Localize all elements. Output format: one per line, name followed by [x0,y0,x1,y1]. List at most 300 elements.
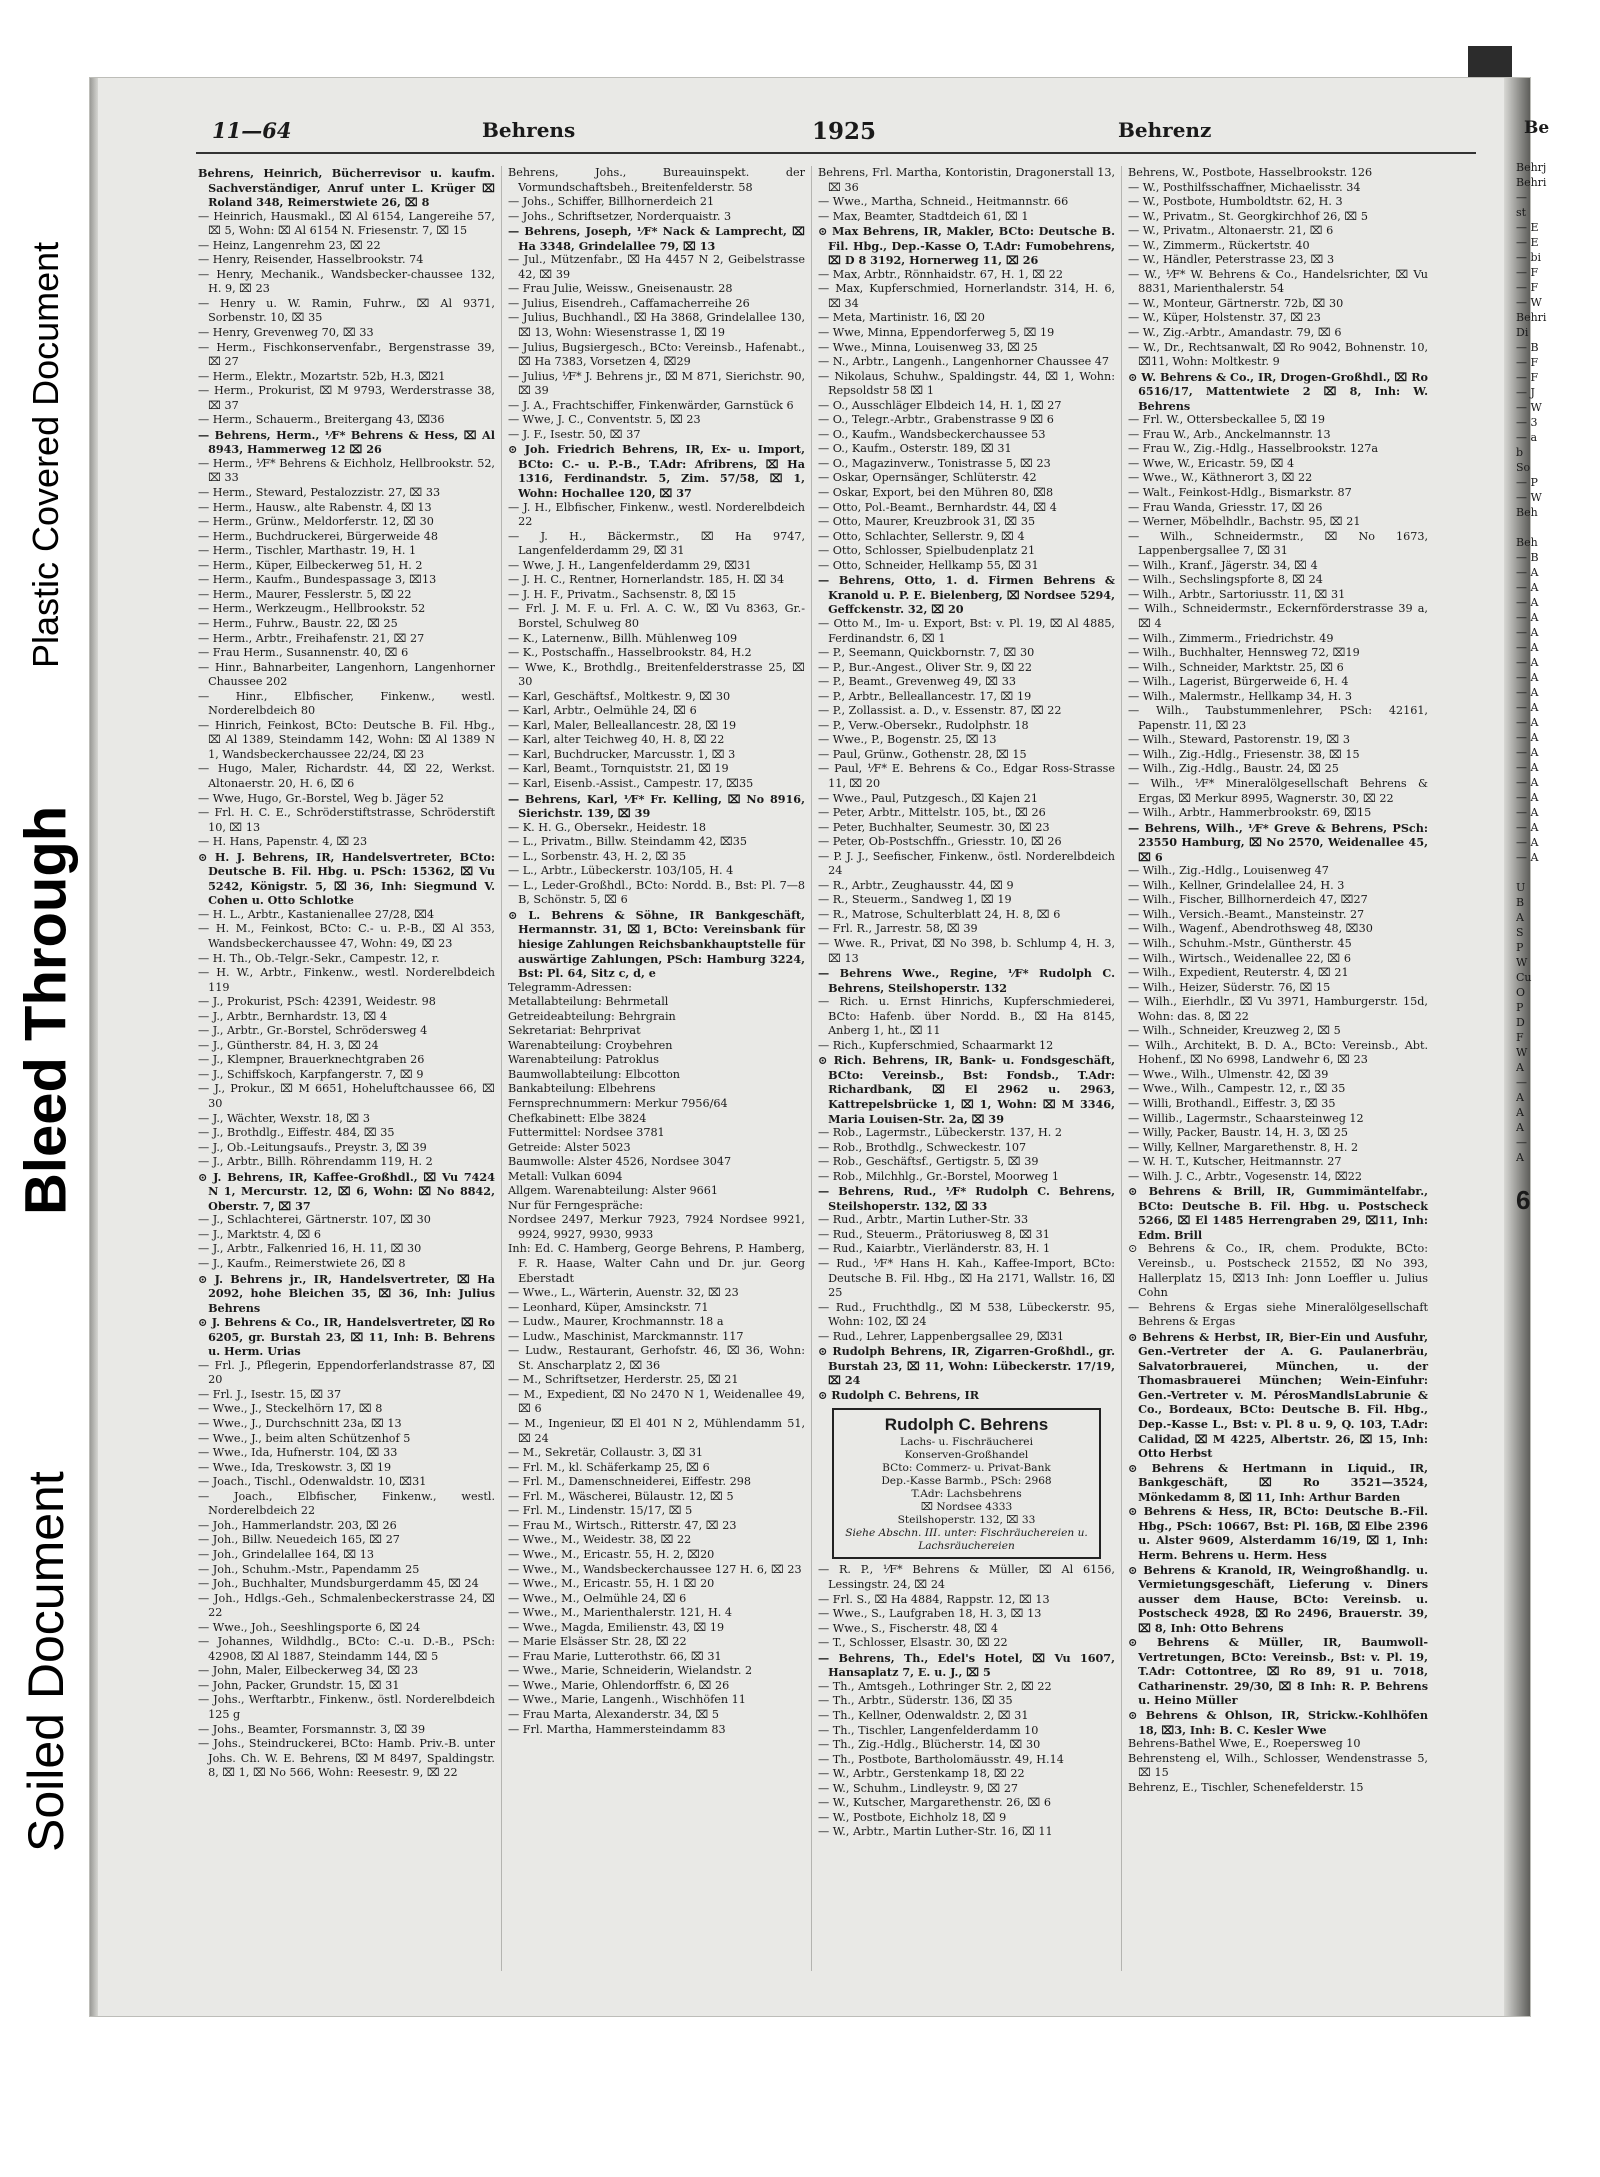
directory-entry: — R., Steuerm., Sandweg 1, ⌧ 19 [818,893,1012,907]
directory-entry: — O., Telegr.-Arbtr., Grabenstrasse 9 ⌧ 6 [818,413,1054,427]
directory-entry: — Herm., Elektr., Mozartstr. 52b, H.3, ⌧21 [198,369,446,383]
directory-entry: — M., Ingenieur, ⌧ El 401 N 2, Mühlendamm 51, ⌧ 24 [508,1417,805,1445]
directory-entry: Inh: Ed. C. Hamberg, George Behrens, P. Hamberg, F. R. Haase, Walter Cahn und Dr. jur. Georg Eberstadt [508,1242,805,1285]
directory-entry: — J., Prokurist, PSch: 42391, Weidestr. 98 [198,995,436,1009]
directory-entry: — Henry, Grevenweg 70, ⌧ 33 [198,326,374,340]
directory-entry: Behrensteng el, Wilh., Schlosser, Wendenstrasse 5, ⌧ 15 [1128,1751,1428,1780]
directory-entry: — T., Schlosser, Elsastr. 30, ⌧ 22 [818,1636,1008,1650]
directory-entry: — L., Sorbenstr. 43, H. 2, ⌧ 35 [508,849,687,863]
directory-entry: — J., Ob.-Leitungsaufs., Preystr. 3, ⌧ 39 [198,1140,427,1154]
directory-entry: — Wwe., Martha, Schneid., Heitmannstr. 66 [818,195,1069,209]
directory-entry: Metall: Vulkan 6094 [508,1169,623,1183]
directory-entry: Behrens, Heinrich, Bücherrevisor u. kaufm. Sachverständiger, Anruf unter L. Krüger ⌧ Roland 348, Reimerstwiete 26, ⌧ 8 [198,166,495,210]
directory-entry: — Herm., Fischkonservenfabr., Bergenstrasse 39, ⌧ 27 [198,340,495,369]
directory-entry: — Julius, Bugsiergesch., BCto: Vereinsb., Hafenabt., ⌧ Ha 7383, Vorsetzen 4, ⌧29 [508,340,805,369]
directory-entry: — J., Arbtr., Falkenried 16, H. 11, ⌧ 30 [198,1242,422,1256]
ad-line: Steilshoperstr. 132, ⌧ 33 [897,1514,1036,1527]
fragment-line: — A [1516,671,1539,684]
fragment-line: — A [1516,851,1539,864]
directory-entry: — L., Privatm., Billw. Steindamm 42, ⌧35 [508,835,748,849]
column-4 [1122,166,1434,1971]
directory-entry: ⊙ J. Behrens, IR, Kaffee-Großhdl., ⌧ Vu 7424 N 1, Mercurstr. 12, ⌧ 6, Wohn: ⌧ No 8842, Oberstr. 7, ⌧ 37 [198,1169,495,1213]
directory-entry: — Karl, Arbtr., Oelmühle 24, ⌧ 6 [508,704,697,718]
directory-entry: — Rich. u. Ernst Hinrichs, Kupferschmiederei, BCto: Hafenb. über Nordd. B., ⌧ Ha 8145, Anberg 1, ht., ⌧ 11 [818,995,1115,1038]
directory-entry: Fernsprechnummern: Merkur 7956/64 [508,1097,728,1110]
directory-entry: — Wwe., Marie, Ohlendorffstr. 6, ⌧ 26 [508,1678,730,1692]
directory-entry: — J. H. F., Privatm., Sachsenstr. 8, ⌧ 15 [508,587,736,601]
directory-entry: — W., Arbtr., Gerstenkamp 18, ⌧ 22 [818,1767,1025,1781]
directory-entry: — Wwe., J., beim alten Schützenhof 5 [198,1431,411,1445]
directory-entry: — Behrens, Otto, 1. d. Firmen Behrens & Kranold u. P. E. Bielenberg, ⌧ Nordsee 5294, Geffckenstr. 32, ⌧ 20 [818,573,1115,617]
directory-entry: — Wwe, W., Ericastr. 59, ⌧ 4 [1128,456,1295,470]
directory-entry: — Frl. H. C. E., Schröderstiftstrasse, Schröderstift 10, ⌧ 13 [198,806,495,834]
directory-entry: — N., Arbtr., Langenh., Langenhorner Chaussee 47 [818,355,1109,369]
directory-entry: — Wilh., ⅟F* Mineralölgesellschaft Behrens & Ergas, ⌧ Merkur 8995, Wagnerstr. 30, ⌧ 22 [1128,776,1428,805]
directory-entry: — Th., Arbtr., Süderstr. 136, ⌧ 35 [818,1694,1013,1708]
header-year: 1925 [812,118,877,145]
directory-entry: — L., Arbtr., Lübeckerstr. 103/105, H. 4 [508,864,734,878]
column-3 [812,166,1122,1971]
directory-entry: — Karl, Buchdrucker, Marcusstr. 1, ⌧ 3 [508,747,736,761]
directory-entry: ⊙ Rich. Behrens, IR, Bank- u. Fondsgeschäft, BCto: Vereinsb., Bst: Fondsb., T.Adr: Richardbank, ⌧ El 2962 u. 2963, Kattrepelsbrücke 1, ⌧ 1, Wohn: ⌧ M 3346, Maria Louisen-Str. 2a, ⌧ 39 [818,1053,1115,1126]
directory-entry: — P., Arbtr., Belleallancestr. 17, ⌧ 19 [818,689,1032,703]
directory-entry: — Hugo, Maler, Richardstr. 44, ⌧ 22, Werkst. Altonaerstr. 20, H. 6, ⌧ 6 [198,762,495,790]
fragment-line: — A [1516,776,1539,789]
directory-entry: — J., Güntherstr. 84, H. 3, ⌧ 24 [198,1038,379,1052]
directory-entry: — Wilh., Zig.-Hdlg., Baustr. 24, ⌧ 25 [1128,762,1339,776]
directory-entry: Metallabteilung: Behrmetall [508,995,669,1009]
fragment-line: W [1516,956,1528,969]
directory-entry: — Frau M., Wirtsch., Ritterstr. 47, ⌧ 23 [508,1518,737,1532]
directory-entry: ⊙ Behrens & Hertmann in Liquid., IR, Bankgeschäft, ⌧ Ro 3521—3524, Mönkedamm 8, ⌧ 11, Inh: Arthur Barden [1128,1460,1428,1504]
directory-entry: — Rob., Geschäftsf., Gertigstr. 5, ⌧ 39 [818,1155,1039,1169]
directory-entry: — Werner, Möbelhdlr., Bachstr. 95, ⌧ 21 [1128,515,1361,529]
directory-entry: — Wilh., Heizer, Süderstr. 76, ⌧ 15 [1128,980,1331,994]
directory-entry: ⊙ Max Behrens, IR, Makler, BCto: Deutsche B. Fil. Hbg., Dep.-Kasse O, T.Adr: Fumobehrens, ⌧ D 8 3192, Hornerweg 11, ⌧ 26 [818,224,1115,268]
directory-entry: — Wwe., Marie, Schneiderin, Wielandstr. 2 [508,1664,753,1678]
directory-entry: ⊙ Rudolph C. Behrens, IR [818,1387,980,1402]
directory-entry: — Wilh., Zig.-Hdlg., Friesenstr. 38, ⌧ 15 [1128,747,1360,761]
label-plastic-covered-document: Plastic Covered Document [25,241,66,668]
directory-entry: — K., Postschaffn., Hasselbrookstr. 84, H.2 [508,646,752,660]
page-header [120,118,1550,152]
directory-entry: — Frl. J. M. F. u. Frl. A. C. W., ⌧ Vu 8363, Gr.-Borstel, Schulweg 80 [508,602,805,630]
fragment-line: B [1516,896,1525,909]
directory-entry: — Wwe., M., Oelmühle 24, ⌧ 6 [508,1591,687,1605]
directory-entry: — Wwe., Ida, Treskowstr. 3, ⌧ 19 [198,1460,392,1474]
directory-entry: — Wilh., Expedient, Reuterstr. 4, ⌧ 21 [1128,966,1349,980]
fragment-line: — A [1516,806,1539,819]
directory-entry: — Joh., Hdlgs.-Geh., Schmalenbeckerstrasse 24, ⌧ 22 [198,1591,495,1620]
directory-entry: — Joh., Hammerlandstr. 203, ⌧ 26 [198,1518,397,1532]
directory-entry: — W., Küper, Holstenstr. 37, ⌧ 23 [1128,311,1321,325]
fragment-line: — A [1516,701,1539,714]
fragment-line [1516,865,1576,880]
fragment-line: F [1516,1031,1524,1044]
directory-entry: Warenabteilung: Patroklus [508,1053,659,1067]
directory-entry: — Willib., Lagermstr., Schaarsteinweg 12 [1128,1111,1364,1125]
directory-entry: — Karl, Eisenb.-Assist., Campestr. 17, ⌧35 [508,776,754,790]
directory-entry: — Wwe., Minna, Louisenweg 33, ⌧ 25 [818,340,1038,354]
fragment-line: A [1516,1061,1524,1074]
directory-entry: — Herm., Buchdruckerei, Bürgerweide 48 [198,529,438,543]
sheet-edge [90,78,98,2016]
directory-entry: — J., Schiffskoch, Karpfangerstr. 7, ⌧ 9 [198,1067,424,1081]
directory-entry: Behrenz, E., Tischler, Schenefelderstr. 15 [1128,1780,1364,1794]
header-next-column-tag: Be [1524,118,1550,138]
directory-entry: — Th., Tischler, Langenfelderdamm 10 [818,1723,1039,1737]
directory-entry: Bankabteilung: Elbehrens [508,1082,656,1096]
ad-line: Dep.-Kasse Barmb., PSch: 2968 [881,1475,1052,1488]
directory-entry: — K. H. G., Obersekr., Heidestr. 18 [508,820,706,834]
label-bleed-through: Bleed Through [13,805,79,1215]
directory-entry: — Frau Wanda, Griesstr. 17, ⌧ 26 [1128,500,1323,514]
directory-entry: — Herm., Prokurist, ⌧ M 9793, Werderstrasse 38, ⌧ 37 [198,384,495,412]
fragment-line: O [1516,986,1526,999]
directory-entry: — W., Kutscher, Margarethenstr. 26, ⌧ 6 [818,1796,1052,1810]
ad-line: BCto: Commerz- u. Privat-Bank [882,1462,1051,1475]
directory-entry: Nur für Ferngespräche: [508,1198,644,1212]
directory-entry: Telegramm-Adressen: [508,980,632,994]
directory-entry: — Willy, Kellner, Margarethenstr. 8, H. 2 [1128,1140,1359,1154]
fragment-line: S [1516,926,1524,939]
directory-entry: — Peter, Arbtr., Mittelstr. 105, bt., ⌧ 26 [818,806,1046,820]
directory-entry: ⊙ Joh. Friedrich Behrens, IR, Ex- u. Import, BCto: C.- u. P.-B., T.Adr: Afribrens, ⌧ Ha 1316, Ferdinandstr. 5, Zim. 57/58, ⌧ 1, Wohn: Hochallee 120, ⌧ 37 [508,442,805,501]
fragment-line: Behri [1516,311,1547,324]
directory-entry: — Jul., Mützenfabr., ⌧ Ha 4457 N 2, Geibelstrasse 42, ⌧ 39 [508,253,805,281]
directory-entry: — P., Verw.-Obersekr., Rudolphstr. 18 [818,718,1029,732]
directory-entry: — W., Postbote, Eichholz 18, ⌧ 9 [818,1810,1007,1824]
directory-entry: — Joach., Elbfischer, Finkenw., westl. Norderelbdeich 22 [198,1489,495,1518]
directory-entry: — Wilh., Malermstr., Hellkamp 34, H. 3 [1128,689,1353,703]
fragment-line: Behri [1516,176,1547,189]
directory-entry: — Max, Kupferschmied, Hornerlandstr. 314, H. 6, ⌧ 34 [818,282,1115,310]
directory-entry: — Julius, Eisendreh., Caffamacherreihe 26 [508,296,750,310]
directory-entry: — Frl. S., ⌧ Ha 4884, Rappstr. 12, ⌧ 13 [818,1592,1050,1606]
directory-entry: — W., Zimmerm., Rückertstr. 40 [1128,238,1310,252]
directory-entry: — Wilh., Schneidermstr., Eckernförderstrasse 39 a, ⌧ 4 [1128,602,1428,630]
directory-entry: Behrens, W., Postbote, Hasselbrookstr. 126 [1128,166,1373,179]
directory-entry: — Wwe., M., Ericastr. 55, H. 2, ⌧20 [508,1547,715,1561]
directory-entry: — J., Arbtr., Gr.-Borstel, Schrödersweg 4 [198,1024,428,1038]
directory-entry: — Wwe., S., Laufgraben 18, H. 3, ⌧ 13 [818,1607,1042,1621]
directory-entry: — R., Matrose, Schulterblatt 24, H. 8, ⌧ 6 [818,907,1061,921]
directory-entry: — Joh., Grindelallee 164, ⌧ 13 [198,1547,375,1561]
fragment-line: — F [1516,356,1539,369]
directory-entry: — Frau Marta, Alexanderstr. 34, ⌧ 5 [508,1707,720,1721]
fragment-line: — A [1516,596,1539,609]
ad-line: Siehe Abschn. III. unter: Fischräuchereien u. Lachsräuchereien [845,1527,1088,1553]
directory-entry: — Peter, Ob-Postschffn., Griesstr. 10, ⌧ 26 [818,835,1062,849]
directory-entry: — Rud., Arbtr., Martin Luther-Str. 33 [818,1213,1029,1227]
directory-entry: — Herm., Maurer, Fesslerstr. 5, ⌧ 22 [198,587,412,601]
header-name-left: Behrens [482,118,576,142]
fragment-line: — W [1516,401,1542,414]
fragment-line: Beh [1516,536,1538,549]
directory-entry: Baumwolle: Alster 4526, Nordsee 3047 [508,1155,732,1169]
directory-entry: — O., Kaufm., Osterstr. 189, ⌧ 31 [818,442,1012,456]
directory-entry: — W., ⅟F* W. Behrens & Co., Handelsrichter, ⌧ Vu 8831, Marienthalerstr. 54 [1128,267,1428,296]
directory-entry: — Ludw., Maschinist, Marckmannstr. 117 [508,1329,744,1343]
directory-entry: — Wwe., Wilh., Ulmenstr. 42, ⌧ 39 [1128,1067,1329,1081]
fragment-line: — A [1516,836,1539,849]
fragment-line: — A [1516,686,1539,699]
directory-entry: — Johannes, Wildhdlg., BCto: C.-u. D.-B., PSch: 42908, ⌧ Al 1887, Steindamm 144, ⌧ 5 [198,1635,495,1663]
fragment-line: — a [1516,431,1538,444]
advertisement-box [832,1408,1101,1559]
directory-entry: — J., Marktstr. 4, ⌧ 6 [198,1227,322,1241]
directory-entry: — Wilh., Kellner, Grindelallee 24, H. 3 [1128,878,1345,892]
directory-entry: — Wilh., Wirtsch., Weidenallee 22, ⌧ 6 [1128,951,1351,965]
fragment-line: — A [1516,641,1539,654]
directory-entry: — Wwe., M., Marienthalerstr. 121, H. 4 [508,1606,732,1620]
directory-entry: — Willi, Brothandl., Eiffestr. 3, ⌧ 35 [1128,1097,1336,1110]
fragment-line: — A [1516,566,1539,579]
fragment-page-number: 6 [1516,1185,1531,1215]
directory-entry: — H. Th., Ob.-Telgr.-Sekr., Campestr. 12, r. [198,951,440,965]
directory-entry: — Hinrich, Feinkost, BCto: Deutsche B. Fil. Hbg., ⌧ Al 1389, Steindamm 142, Wohn: ⌧ Al 1389 N 1, Wandsbeckerchaussee 22/24, ⌧ 23 [198,718,495,761]
directory-entry: ⊙ L. Behrens & Söhne, IR Bankgeschäft, Hermannstr. 31, ⌧ 1, BCto: Vereinsbank für hiesige Zahlungen Reichsbankhauptstelle für auswärtige Zahlungen, PSch: Hamburg 3224, Bst: Pl. 64, Sitz c, d, e [508,907,805,981]
directory-entry: — M., Schriftsetzer, Herderstr. 25, ⌧ 21 [508,1373,739,1387]
directory-entry: — Leonhard, Küper, Amsinckstr. 71 [508,1300,709,1314]
directory-entry: — Wwe., M., Weidestr. 38, ⌧ 22 [508,1533,692,1547]
directory-entry: — J., Arbtr., Billh. Röhrendamm 119, H. 2 [198,1155,433,1169]
directory-entry: — Henry, Mechanik., Wandsbecker-chaussee 132, H. 9, ⌧ 23 [198,267,495,296]
fragment-line: Cu [1516,971,1532,984]
directory-entry: — Julius, Buchhandl., ⌧ Ha 3868, Grindelallee 130, ⌧ 13, Wohn: Wiesenstrasse 1, ⌧ 19 [508,311,805,340]
directory-entry: — Rud., Steuerm., Prätoriusweg 8, ⌧ 31 [818,1227,1050,1241]
directory-entry: — Johs., Schriftsetzer, Norderquaistr. 3 [508,209,732,223]
directory-entry: — Th., Amtsgeh., Lothringer Str. 2, ⌧ 22 [818,1679,1052,1693]
directory-entry: — Frl. Martha, Hammersteindamm 83 [508,1722,726,1736]
directory-entry: — W., Privatm., St. Georgkirchhof 26, ⌧ 5 [1128,209,1368,223]
directory-entry: — Wilh., Versich.-Beamt., Mansteinstr. 27 [1128,907,1365,921]
directory-entry: — W., Arbtr., Martin Luther-Str. 16, ⌧ 11 [818,1825,1053,1839]
directory-entry: — Wilh., Arbtr., Hammerbrookstr. 69, ⌧15 [1128,806,1372,820]
directory-entry: — Herm., Werkzeugm., Hellbrookstr. 52 [198,602,426,616]
directory-entry: — Wilh., Zimmerm., Friedrichstr. 49 [1128,631,1334,645]
directory-entry: — Behrens, Herm., ⅟F* Behrens & Hess, ⌧ Al 8943, Hammerweg 12 ⌧ 26 [198,427,495,457]
directory-entry: — Peter, Buchhalter, Seumestr. 30, ⌧ 23 [818,820,1050,834]
directory-entry: — R. P., ⅟F* Behrens & Müller, ⌧ Al 6156, Lessingstr. 24, ⌧ 24 [818,1563,1115,1592]
directory-entry: Behrens, Johs., Bureauinspekt. der Vormundschaftsbeh., Breitenfelderstr. 58 [508,166,805,194]
fragment-line: — F [1516,371,1539,384]
column-2 [502,166,812,1971]
directory-entry: — J., Prokur., ⌧ M 6651, Hoheluftchaussee 66, ⌧ 30 [198,1082,495,1110]
fragment-line: — P [1516,476,1538,489]
fragment-line: — A [1516,611,1539,624]
directory-entry: Baumwollabteilung: Elbcotton [508,1067,681,1081]
directory-entry: — Wwe., W., Käthnerort 3, ⌧ 22 [1128,471,1313,485]
fragment-line: A [1516,1106,1524,1119]
directory-entry: — Wwe, J. H., Langenfelderdamm 29, ⌧31 [508,558,752,572]
directory-entry: ⊙ W. Behrens & Co., IR, Drogen-Großhdl., ⌧ Ro 6516/17, Mattentwiete 2 ⌧ 8, Inh: W. Behrens [1128,369,1428,413]
ad-title: Rudolph C. Behrens [884,1415,1049,1435]
directory-entry: — Johs., Beamter, Forsmannstr. 3, ⌧ 39 [198,1722,426,1736]
page-number: 11—64 [212,118,292,143]
directory-entry: — Oskar, Opernsänger, Schlüterstr. 42 [818,471,1037,485]
directory-entry: ⊙ Rudolph Behrens, IR, Zigarren-Großhdl., gr. Burstah 23, ⌧ 11, Wohn: Lübeckerstr. 17/19, ⌧ 24 [818,1344,1115,1388]
directory-entry: — W., Händler, Peterstrasse 23, ⌧ 3 [1128,253,1335,267]
directory-entry: — Walt., Feinkost-Hdlg., Bismarkstr. 87 [1128,486,1352,500]
fragment-line: A [1516,911,1524,924]
fragment-line: P [1516,1001,1524,1014]
fragment-line: — A [1516,821,1539,834]
directory-entry: — M., Sekretär, Collaustr. 3, ⌧ 31 [508,1446,704,1460]
directory-entry: — Herm., Schauerm., Breitergang 43, ⌧36 [198,413,445,427]
directory-entry: — Wwe., M., Wandsbeckerchaussee 127 H. 6, ⌧ 23 [508,1562,802,1576]
directory-entry: ⊙ Behrens & Kranold, IR, Weingroßhandlg. u. Vermietungsgeschäft, Lieferung v. Diners ausser dem Hause, BCto: Vereinsb. u. Postscheck 4928, ⌧ Ro 2496, Brauerstr. 39, ⌧ 8, Inh: Otto Behrens [1128,1562,1428,1635]
directory-entry: — Wwe., Magda, Emilienstr. 43, ⌧ 19 [508,1620,725,1634]
directory-entry: — Th., Zig.-Hdlg., Blücherstr. 14, ⌧ 30 [818,1738,1041,1752]
ad-line: ⌧ Nordsee 4333 [920,1501,1013,1514]
fragment-line: — A [1516,656,1539,669]
directory-entry: — W., Privatm., Altonaerstr. 21, ⌧ 6 [1128,224,1334,238]
directory-entry: — O., Magazinverw., Tonistrasse 5, ⌧ 23 [818,456,1051,470]
directory-entry: — Marie Elsässer Str. 28, ⌧ 22 [508,1635,687,1649]
directory-entry: — Wwe., J., Durchschnitt 23a, ⌧ 13 [198,1417,402,1431]
fragment-line: W [1516,1046,1528,1059]
directory-entry: — Herm., Grünw., Meldorferstr. 12, ⌧ 30 [198,515,434,529]
directory-entry: — Joach., Tischl., Odenwaldstr. 10, ⌧31 [198,1475,427,1489]
directory-entry: — Karl, Beamt., Tornquiststr. 21, ⌧ 19 [508,762,729,776]
directory-entry: — W., Zig.-Arbtr., Amandastr. 79, ⌧ 6 [1128,326,1342,340]
directory-entry: — Wwe., J., Steckelhörn 17, ⌧ 8 [198,1402,383,1416]
directory-entry: — Frl. M., Damenschneiderei, Eiffestr. 298 [508,1475,751,1489]
directory-entry: — J., Arbtr., Bernhardstr. 13, ⌧ 4 [198,1009,388,1023]
directory-entry: — Frau Julie, Weissw., Gneisenaustr. 28 [508,282,733,296]
directory-entry: ⊙ Behrens & Hess, IR, BCto: Deutsche B.-Fil. Hbg., PSch: 10667, Bst: Pl. 16B, ⌧ Elbe 2396 u. Alster 9609, Alsterdamm 16/19, ⌧ 1, Inh: Herm. Behrens u. Herm. Hess [1128,1504,1428,1562]
directory-entry: — Karl, Maler, Belleallancestr. 28, ⌧ 19 [508,718,737,732]
directory-entry: — K., Laternenw., Billh. Mühlenweg 109 [508,631,738,645]
fragment-line: — E [1516,236,1539,249]
fragment-line: A [1516,1091,1524,1104]
directory-entry: — Wilh., Taubstummenlehrer, PSch: 42161, Papenstr. 11, ⌧ 23 [1128,704,1428,732]
directory-entry: — J. A., Frachtschiffer, Finkenwärder, Garnstück 6 [508,398,794,412]
directory-entry: — W., Posthilfsschaffner, Michaelisstr. 34 [1128,180,1361,194]
directory-entry: — Paul, ⅟F* E. Behrens & Co., Edgar Ross-Strasse 11, ⌧ 20 [818,762,1115,790]
directory-entry: — W., Schuhm., Lindleystr. 9, ⌧ 27 [818,1781,1019,1795]
directory-entry: — Wwe., M., Ericastr. 55, H. 1 ⌧ 20 [508,1577,715,1591]
directory-entry: — Nikolaus, Schuhw., Spaldingstr. 44, ⌧ 1, Wohn: Repsoldstr 58 ⌧ 1 [818,369,1115,398]
directory-entry: — Wwe., Joh., Seeshlingsporte 6, ⌧ 24 [198,1620,421,1634]
header-name-right: Behrenz [1118,118,1212,142]
directory-entry: — Herm., Tischler, Marthastr. 19, H. 1 [198,544,417,558]
directory-entry: — Wwe, K., Brothdlg., Breitenfelderstrasse 25, ⌧ 30 [508,660,805,689]
directory-entry: — Behrens, Karl, ⅟F* Fr. Kelling, ⌧ No 8916, Sierichstr. 139, ⌧ 39 [508,791,805,821]
directory-entry: — Behrens, Wilh., ⅟F* Greve & Behrens, PSch: 23550 Hamburg, ⌧ No 2570, Weidenallee 45, ⌧ 6 [1128,820,1428,864]
directory-entry: — J., Schlachterei, Gärtnerstr. 107, ⌧ 30 [198,1213,431,1227]
ad-line: Lachs- u. Fischräucherei [900,1436,1033,1449]
header-rule [196,152,1476,154]
directory-entry: — Th., Kellner, Odenwaldstr. 2, ⌧ 31 [818,1708,1029,1722]
directory-entry: — W., Postbote, Humboldtstr. 62, H. 3 [1128,195,1343,209]
directory-entry: — Wwe., P., Bogenstr. 25, ⌧ 13 [818,733,997,747]
fragment-line: — F [1516,266,1539,279]
directory-entry: — Wilh., Eierhdlr., ⌧ Vu 3971, Hamburgerstr. 15d, Wohn: das. 8, ⌧ 22 [1128,995,1428,1023]
directory-entry: — Wwe. R., Privat, ⌧ No 398, b. Schlump 4, H. 3, ⌧ 13 [818,936,1115,965]
directory-entry: ⊙ Behrens & Co., IR, chem. Produkte, BCto: Vereinsb., u. Postscheck 21552, ⌧ No 393, Hallerplatz 15, ⌧13 Inh: Jonn Loeffler u. Julius Cohn [1128,1242,1428,1300]
directory-columns [192,166,1482,1971]
adjacent-page-fragment [1516,160,1576,2060]
directory-entry: — Frl. M., Wäscherei, Bülaustr. 12, ⌧ 5 [508,1489,734,1503]
directory-entry: — Otto, Maurer, Kreuzbrook 31, ⌧ 35 [818,515,1036,529]
ad-line: Konserven-Großhandel [904,1449,1029,1462]
fragment-line: — E [1516,221,1539,234]
directory-entry: — Behrens, Rud., ⅟F* Rudolph C. Behrens, Steilshoperstr. 132, ⌧ 33 [818,1184,1115,1213]
directory-entry: — Henry u. W. Ramin, Fuhrw., ⌧ Al 9371, Sorbenstr. 10, ⌧ 35 [198,296,495,325]
directory-entry: — Behrens Wwe., Regine, ⅟F* Rudolph C. Behrens, Steilshoperstr. 132 [818,966,1115,995]
directory-entry: — H. L., Arbtr., Kastanienallee 27/28, ⌧4 [198,907,435,921]
directory-entry: — Frau W., Zig.-Hdlg., Hasselbrookstr. 127a [1128,442,1379,456]
directory-entry: — Wilh., Schneidermstr., ⌧ No 1673, Lappenbergsallee 7, ⌧ 31 [1128,529,1428,558]
directory-entry: — W., Dr., Rechtsanwalt, ⌧ Ro 9042, Bohnenstr. 10, ⌧11, Wohn: Moltkestr. 9 [1128,340,1428,369]
fragment-line: — A [1516,626,1539,639]
directory-entry: ⊙ H. J. Behrens, IR, Handelsvertreter, BCto: Deutsche B. Fil. Hbg. u. PSch: 15362, ⌧ Vu 5242, Königstr. 5, ⌧ 36, Inh: Siegmund V. Cohen u. Otto Schlotke [198,849,495,908]
directory-entry: — W., Monteur, Gärtnerstr. 72b, ⌧ 30 [1128,296,1344,310]
directory-entry: — Wilh., Schneider, Kreuzweg 2, ⌧ 5 [1128,1024,1341,1038]
directory-entry: ⊙ Behrens & Brill, IR, Gummimäntelfabr., BCto: Deutsche B. Fil. Hbg. u. Postscheck 5266, ⌧ El 1485 Herrengraben 29, ⌧11, Inh: Edm. Brill [1128,1184,1428,1242]
directory-entry: — J. H. C., Rentner, Hornerlandstr. 185, H. ⌧ 34 [508,573,785,587]
fragment-line: — A [1516,791,1539,804]
directory-entry: — Karl, alter Teichweg 40, H. 8, ⌧ 22 [508,733,725,747]
directory-entry: — J. H., Elbfischer, Finkenw., westl. Norderelbdeich 22 [508,500,805,529]
directory-entry: — P., Zollassist. a. D., v. Essenstr. 87, ⌧ 22 [818,704,1062,718]
directory-entry: ⊙ J. Behrens & Co., IR, Handelsvertreter, ⌧ Ro 6205, gr. Burstah 23, ⌧ 11, Inh: B. Behrens u. Herm. Urias [198,1315,495,1359]
directory-entry: — Wilh., Architekt, B. D. A., BCto: Vereinsb., Abt. Hohenf., ⌧ No 6998, Landwehr 6, ⌧ 23 [1128,1038,1428,1067]
fragment-line: — [1516,1076,1527,1089]
directory-entry: — Wwe., Marie, Langenh., Wischhöfen 11 [508,1693,746,1707]
fragment-line: — bi [1516,251,1542,264]
directory-entry: — Ludw., Restaurant, Gerhofstr. 46, ⌧ 36, Wohn: St. Anscharplatz 2, ⌧ 36 [508,1344,805,1372]
fragment-line: b [1516,446,1524,459]
directory-entry: — Wilh., Zig.-Hdlg., Louisenweg 47 [1128,864,1329,878]
directory-entry: — Wilh., Wagenf., Abendrothsweg 48, ⌧30 [1128,922,1373,936]
directory-entry: — Wilh., Steward, Pastorenstr. 19, ⌧ 3 [1128,733,1350,747]
directory-entry: — Wilh., Kranf., Jägerstr. 34, ⌧ 4 [1128,558,1318,572]
directory-entry: — R., Arbtr., Zeughausstr. 44, ⌧ 9 [818,878,1014,892]
directory-entry: — Paul, Grünw., Gothenstr. 28, ⌧ 15 [818,747,1027,761]
directory-entry: — Johs., Werftarbtr., Finkenw., östl. Norderelbdeich 125 g [198,1693,495,1721]
directory-entry: — Wwe., Ida, Hufnerstr. 104, ⌧ 33 [198,1446,398,1460]
directory-entry: Futtermittel: Nordsee 3781 [508,1126,665,1140]
fragment-line: — [1516,191,1527,204]
directory-entry: — Frl. J., Pflegerin, Eppendorferlandstrasse 87, ⌧ 20 [198,1358,495,1387]
fragment-line [1516,520,1576,535]
directory-entry: Getreideabteilung: Behrgrain [508,1009,676,1023]
directory-entry: — Wwe, J. C., Conventstr. 5, ⌧ 23 [508,413,701,427]
directory-entry: — O., Kaufm., Wandsbeckerchaussee 53 [818,427,1046,441]
directory-entry: — H. Hans, Papenstr. 4, ⌧ 23 [198,835,368,849]
directory-entry: — Willy, Packer, Baustr. 14, H. 3, ⌧ 25 [1128,1126,1349,1140]
fragment-line: — A [1516,746,1539,759]
directory-entry: — Wwe, Hugo, Gr.-Borstel, Weg b. Jäger 52 [198,791,445,805]
directory-entry: Warenabteilung: Croybehren [508,1038,673,1052]
directory-entry: — Karl, Geschäftsf., Moltkestr. 9, ⌧ 30 [508,689,731,703]
directory-entry: — Wwe., S., Fischerstr. 48, ⌧ 4 [818,1621,998,1635]
directory-entry: ⊙ Behrens & Herbst, IR, Bier-Ein und Ausfuhr, Gen.-Vertreter der A. G. Paulanerbräu, Salvatorbrauerei, München, u. der Thomasbrauerei München; Wein-Einfuhr: Gen.-Vertreter v. M. PérosMandlsLabrunie & Co., Bordeaux, BCto: Deutsche B. Fil. Hbg., Dep.-Kasse L., Bst: v. Pl. 8 u. 9, Q. 103, T.Adr: Calidad, ⌧ M 4225, Albertstr. 26, ⌧ 15, Inh: Otto Herbst [1128,1329,1428,1461]
directory-entry: — Wwe., Paul, Putzgesch., ⌧ Kajen 21 [818,791,1039,805]
directory-entry: — J., Brothdlg., Eiffestr. 484, ⌧ 35 [198,1126,395,1140]
directory-entry: — Wwe, Minna, Eppendorferweg 5, ⌧ 19 [818,326,1055,340]
fragment-line: — 3 [1516,416,1538,429]
directory-entry: Behrens, Frl. Martha, Kontoristin, Dragonerstall 13, ⌧ 36 [818,166,1115,194]
directory-entry: — M., Expedient, ⌧ No 2470 N 1, Weidenallee 49, ⌧ 6 [508,1387,805,1416]
directory-entry: Getreide: Alster 5023 [508,1140,631,1154]
directory-entry: — Wilh. J. C., Arbtr., Vogesenstr. 14, ⌧22 [1128,1169,1363,1183]
directory-entry: — Otto M., Im- u. Export, Bst: v. Pl. 19, ⌧ Al 4885, Ferdinandstr. 6, ⌧ 1 [818,616,1115,645]
directory-entry: Nordsee 2497, Merkur 7923, 7924 Nordsee 9921, 9924, 9927, 9930, 9933 [508,1213,805,1241]
